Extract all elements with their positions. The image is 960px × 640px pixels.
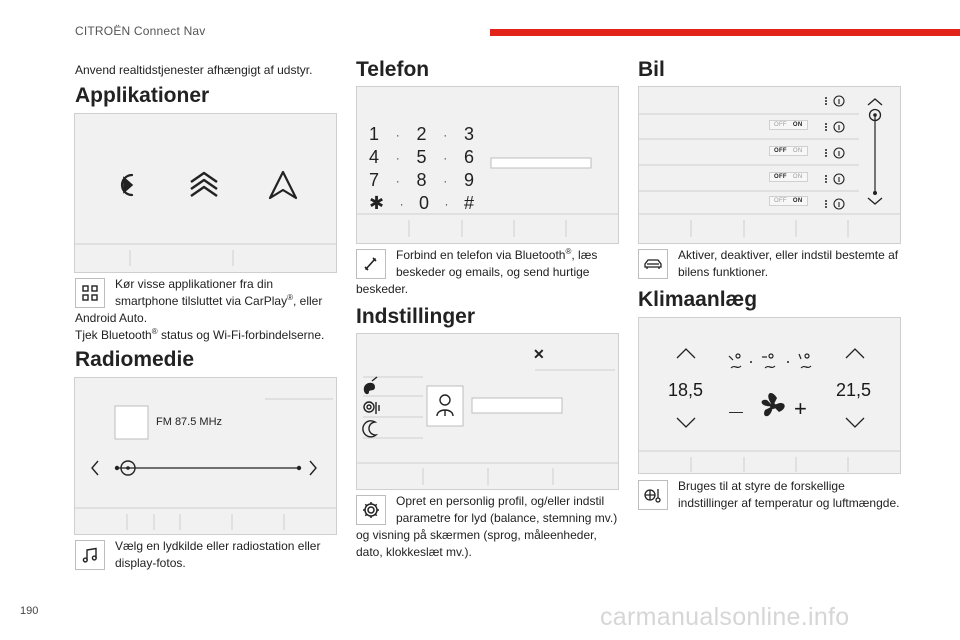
dial-key: #: [463, 193, 474, 213]
page-number: 190: [20, 605, 39, 617]
applikationer-text: Kør visse applikationer fra din smartphone tilsluttet via CarPlay®, eller Android Auto. Tjek Bluetooth® status og Wi-Fi-forbindelserne.: [75, 277, 325, 342]
indstillinger-text: Opret en personlig profil, og/eller indstil parametre for lyd (balance, stemning mv.) og visning på skærmen (sprog, måleenheder, dato, klokkeslæt mv.).: [356, 494, 618, 559]
temperature-left: 18,5: [668, 380, 704, 400]
document-header: CITROËN Connect Nav: [75, 24, 206, 38]
carplay-icon: [122, 175, 132, 195]
intro-text: Anvend realtidstjenester afhængigt af udstyr.: [75, 63, 313, 77]
dial-key: 4: [369, 147, 380, 167]
toggle-switch: OFF ON: [769, 172, 808, 182]
dial-key: ✱: [369, 193, 385, 213]
android-auto-icon: [270, 172, 296, 198]
prev-arrow-icon: [92, 461, 98, 475]
airflow-mode-icon: [729, 354, 811, 368]
dial-key: 5: [416, 147, 427, 167]
toggle-switch: OFF ON: [769, 120, 808, 130]
toggle-switch: OFF ON: [769, 146, 808, 156]
close-icon: ✕: [533, 346, 545, 362]
fan-icon: [762, 393, 785, 416]
temperature-right: 21,5: [836, 380, 872, 400]
dial-key: 6: [463, 147, 474, 167]
night-mode-icon: [363, 421, 376, 437]
dial-row: 1 · 2 · 3: [369, 124, 474, 144]
klimaanlaeg-text: Bruges til at styre de forskellige indstillinger af temperatur og luftmængde.: [678, 479, 900, 510]
dial-key: 2: [416, 124, 427, 144]
dial-key: 8: [416, 170, 427, 190]
dial-key: 1: [369, 124, 380, 144]
dial-row: ✱ · 0 · #: [369, 193, 474, 213]
dial-row: 7 · 8 · 9: [369, 170, 474, 190]
heading-klimaanlaeg: Klimaanlæg: [638, 288, 758, 311]
radiomedie-screen: [74, 377, 337, 535]
toggle-switch: OFF ON: [769, 196, 808, 206]
temp-up-left-icon: [677, 349, 695, 358]
dial-key: 0: [419, 193, 430, 213]
fan-plus-icon: +: [794, 396, 807, 421]
header-accent-bar: [490, 29, 960, 36]
telefon-screen: [356, 86, 619, 244]
heading-telefon: Telefon: [356, 58, 430, 81]
scroll-down-icon: [868, 198, 882, 204]
scroll-up-icon: [868, 99, 882, 105]
dial-key: 7: [369, 170, 380, 190]
watermark: carmanualsonline.info: [600, 603, 850, 631]
heading-applikationer: Applikationer: [75, 84, 210, 107]
dial-key: 9: [463, 170, 474, 190]
info-icon: [834, 96, 844, 209]
dial-key: 3: [463, 124, 474, 144]
citroen-logo-icon: [191, 173, 217, 196]
temp-down-left-icon: [677, 418, 695, 427]
heading-indstillinger: Indstillinger: [356, 305, 476, 328]
bil-text: Aktiver, deaktiver, eller indstil bestemte af bilens funktioner.: [678, 248, 899, 279]
radiomedie-text: Vælg en lydkilde eller radiostation eller display-fotos.: [115, 539, 321, 570]
applikationer-screen: [74, 113, 337, 273]
temp-up-right-icon: [846, 349, 864, 358]
heading-radiomedie: Radiomedie: [75, 348, 195, 371]
temp-down-right-icon: [846, 418, 864, 427]
bil-screen: [638, 86, 901, 244]
radio-station-label: FM 87.5 MHz: [156, 416, 223, 428]
sound-settings-icon: [364, 402, 379, 414]
fan-minus-icon: —: [729, 403, 743, 419]
palette-icon: [364, 377, 377, 394]
klimaanlaeg-screen: [638, 317, 901, 474]
telefon-text: Forbind en telefon via Bluetooth®, læs beskeder og emails, og send hurtige beskeder.: [356, 247, 598, 296]
dial-row: 4 · 5 · 6: [369, 147, 474, 167]
indstillinger-screen: [356, 333, 619, 490]
heading-bil: Bil: [638, 58, 665, 81]
frequency-slider: [115, 461, 301, 475]
next-arrow-icon: [310, 461, 316, 475]
